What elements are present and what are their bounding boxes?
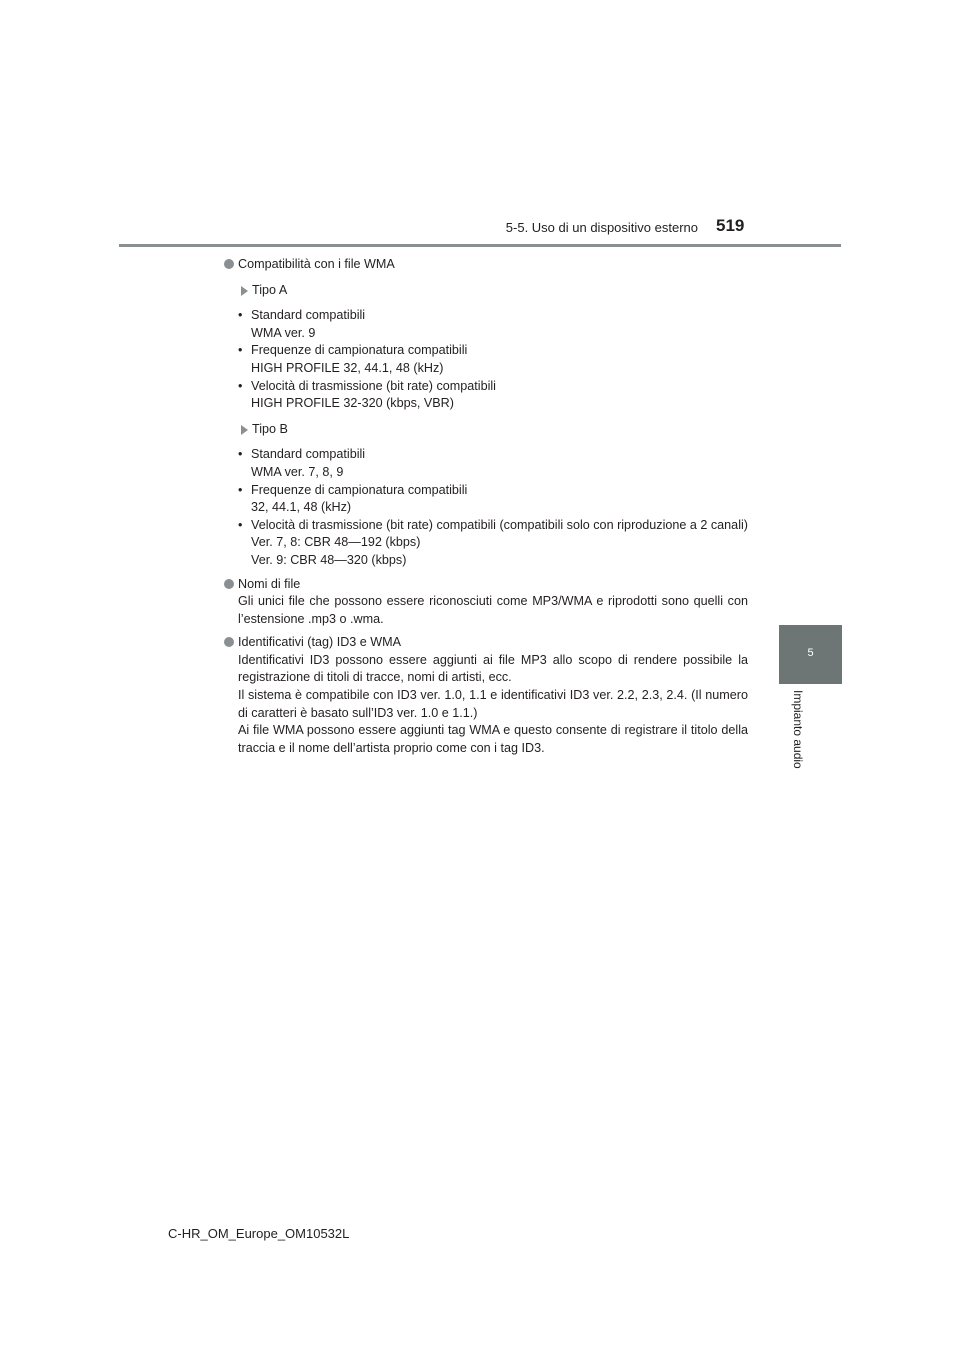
section-heading: Nomi di file bbox=[238, 576, 301, 591]
item-title: Standard compatibili bbox=[251, 447, 366, 462]
bullet: • bbox=[238, 343, 243, 358]
item-value: WMA ver. 9 bbox=[251, 325, 316, 340]
list-item bbox=[238, 378, 748, 413]
bullet: • bbox=[238, 308, 243, 323]
id3-tags-section bbox=[224, 634, 748, 757]
arrow-right-icon bbox=[241, 286, 248, 296]
chapter-tab bbox=[779, 625, 842, 684]
type-a-row bbox=[224, 282, 748, 300]
type-b-list bbox=[224, 446, 748, 569]
paragraph: Ai file WMA possono essere aggiunti tag WMA e questo consente di registrare il titolo della traccia e il nome dell’artista proprio come con i tag ID3. bbox=[238, 723, 748, 755]
chapter-title: Impianto audio bbox=[791, 690, 805, 769]
item-value: 32, 44.1, 48 (kHz) bbox=[251, 500, 352, 515]
bullet: • bbox=[238, 517, 243, 532]
section-title: 5-5. Uso di un dispositivo esterno bbox=[505, 220, 698, 235]
item-title: Velocità di trasmissione (bit rate) compatibili (compatibili solo con riproduzione a 2 canali) bbox=[251, 517, 748, 532]
wma-compatibility-section bbox=[224, 256, 748, 274]
bullet: • bbox=[238, 447, 243, 462]
type-a-list bbox=[224, 307, 748, 413]
item-value: Ver. 7, 8: CBR 48—192 (kbps) bbox=[251, 535, 421, 550]
circle-bullet-icon bbox=[224, 259, 234, 269]
bullet: • bbox=[238, 482, 243, 497]
circle-bullet-icon bbox=[224, 637, 234, 647]
item-value: HIGH PROFILE 32-320 (kbps, VBR) bbox=[251, 396, 454, 411]
item-title: Velocità di trasmissione (bit rate) compatibili bbox=[251, 378, 496, 393]
bullet: • bbox=[238, 378, 243, 393]
header-divider bbox=[119, 244, 841, 247]
item-value: WMA ver. 7, 8, 9 bbox=[251, 464, 344, 479]
manual-code: C-HR_OM_Europe_OM10532L bbox=[168, 1226, 350, 1241]
chapter-number: 5 bbox=[807, 647, 814, 659]
list-item bbox=[238, 517, 748, 570]
item-title: Frequenze di campionatura compatibili bbox=[251, 482, 468, 497]
page-number: 519 bbox=[716, 216, 745, 235]
item-title: Standard compatibili bbox=[251, 308, 366, 323]
section-heading: Identificativi (tag) ID3 e WMA bbox=[238, 635, 402, 650]
list-item bbox=[238, 342, 748, 377]
section-heading: Compatibilità con i file WMA bbox=[238, 257, 395, 271]
item-title: Frequenze di campionatura compatibili bbox=[251, 343, 468, 358]
type-b-label: Tipo B bbox=[252, 421, 288, 436]
list-item bbox=[238, 307, 748, 342]
item-value: HIGH PROFILE 32, 44.1, 48 (kHz) bbox=[251, 360, 444, 375]
type-a-label: Tipo A bbox=[252, 282, 288, 297]
filenames-section bbox=[224, 576, 748, 629]
paragraph: Gli unici file che possono essere riconosciuti come MP3/WMA e riprodotti sono quelli con l’estensione .mp3 o .wma. bbox=[238, 594, 748, 626]
list-item bbox=[238, 446, 748, 481]
paragraph: Identificativi ID3 possono essere aggiunti ai file MP3 allo scopo di rendere possibile la registrazione di titoli di tracce, nomi di artisti, ecc. bbox=[238, 652, 748, 685]
page-content bbox=[224, 256, 748, 763]
circle-bullet-icon bbox=[224, 579, 234, 589]
item-value-2: Ver. 9: CBR 48—320 (kbps) bbox=[251, 552, 407, 567]
paragraph: Il sistema è compatibile con ID3 ver. 1.0, 1.1 e identificativi ID3 ver. 2.2, 2.3, 2.4. (Il numero di caratteri è basato sull’ID3 ver. 1.0 e 1.1.) bbox=[238, 688, 748, 720]
arrow-right-icon bbox=[241, 425, 248, 435]
type-b-row bbox=[224, 421, 748, 439]
list-item bbox=[238, 482, 748, 517]
